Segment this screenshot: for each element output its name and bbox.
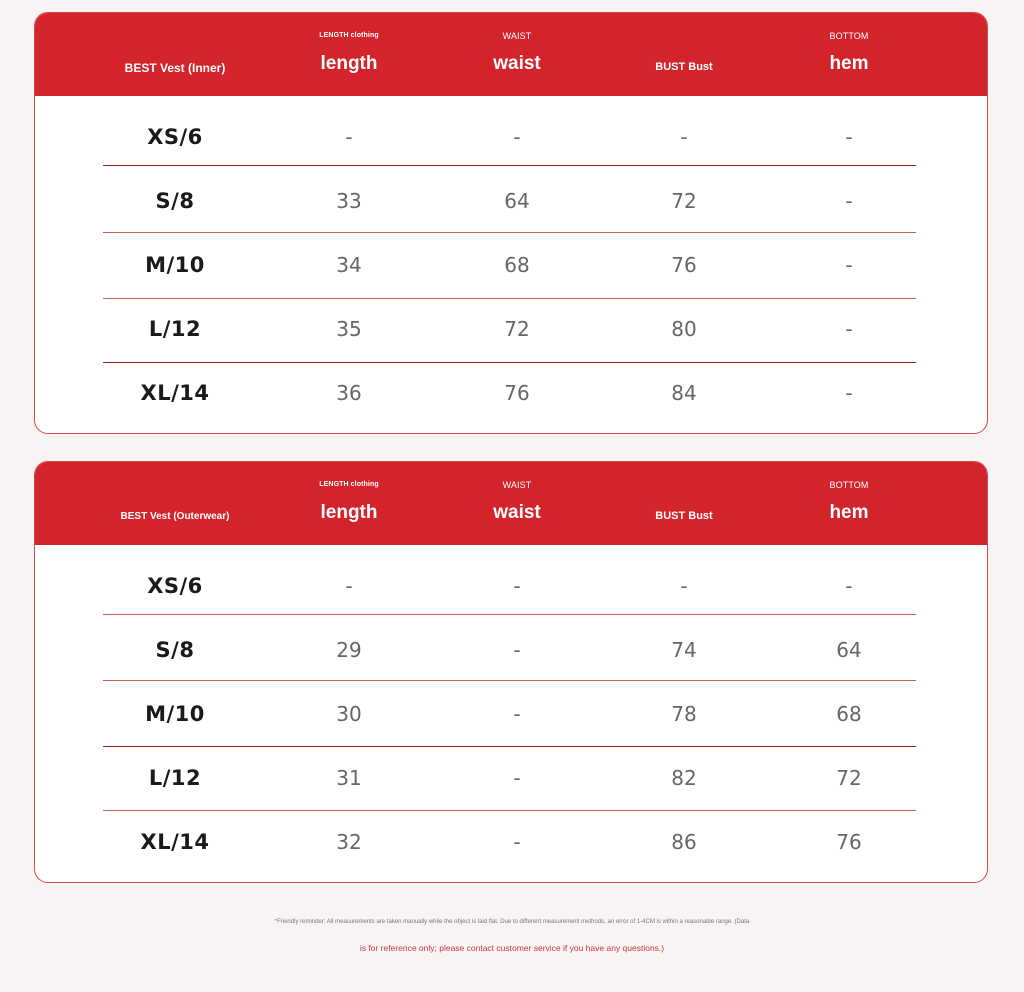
bust-cell: 84 <box>671 381 697 405</box>
size-cell: M/10 <box>145 702 205 726</box>
waist-cell: - <box>513 574 521 598</box>
measurement-note: *Friendly reminder: All measurements are taken manually while the object is laid flat. Due to different measurement methods, an error of 1-4CM is within a reasonable range. (Data <box>274 919 750 925</box>
bust-cell: 74 <box>671 638 697 662</box>
table-row <box>35 554 987 618</box>
bust-header: BUST Bust <box>655 61 713 73</box>
size-table-outerwear <box>34 461 988 883</box>
bust-cell: 80 <box>671 317 697 341</box>
length-cell: 29 <box>336 638 362 662</box>
hem-cell: 76 <box>836 830 862 854</box>
hem-subheader: BOTTOM <box>829 480 869 490</box>
length-cell: 32 <box>336 830 362 854</box>
length-header: length <box>320 53 378 74</box>
length-cell: 30 <box>336 702 362 726</box>
waist-cell: 76 <box>504 381 530 405</box>
size-cell: S/8 <box>155 189 195 213</box>
table-row <box>35 361 987 425</box>
length-cell: 35 <box>336 317 362 341</box>
size-cell: XS/6 <box>147 125 203 149</box>
hem-cell: - <box>845 317 853 341</box>
hem-cell: - <box>845 189 853 213</box>
waist-header: waist <box>493 502 541 523</box>
size-cell: S/8 <box>155 638 195 662</box>
waist-cell: - <box>513 638 521 662</box>
waist-cell: 72 <box>504 317 530 341</box>
hem-cell: 68 <box>836 702 862 726</box>
table-row <box>35 169 987 233</box>
size-table-inner <box>34 12 988 434</box>
hem-subheader: BOTTOM <box>829 31 869 41</box>
bust-cell: - <box>680 574 688 598</box>
reference-note: is for reference only; please contact customer service if you have any questions.) <box>359 943 665 953</box>
waist-cell: - <box>513 830 521 854</box>
length-cell: 33 <box>336 189 362 213</box>
bust-header: BUST Bust <box>655 510 713 522</box>
waist-header: waist <box>493 53 541 74</box>
bust-cell: 78 <box>671 702 697 726</box>
waist-cell: 64 <box>504 189 530 213</box>
row-divider <box>103 614 916 615</box>
table-row <box>35 746 987 810</box>
table-title: BEST Vest (Outerwear) <box>120 511 230 522</box>
length-cell: 31 <box>336 766 362 790</box>
table-row <box>35 810 987 874</box>
size-cell: L/12 <box>148 766 202 790</box>
table-title: BEST Vest (Inner) <box>124 61 226 75</box>
size-cell: XS/6 <box>147 574 203 598</box>
waist-subheader: WAIST <box>502 480 532 490</box>
length-cell: - <box>345 125 353 149</box>
table-header <box>35 462 987 545</box>
hem-header: hem <box>829 53 869 74</box>
size-cell: L/12 <box>148 317 202 341</box>
hem-cell: - <box>845 381 853 405</box>
hem-cell: - <box>845 253 853 277</box>
hem-cell: - <box>845 574 853 598</box>
hem-cell: 72 <box>836 766 862 790</box>
length-subheader: LENGTH clothing <box>319 481 379 488</box>
table-row <box>35 105 987 169</box>
length-cell: 34 <box>336 253 362 277</box>
length-cell: 36 <box>336 381 362 405</box>
waist-cell: - <box>513 766 521 790</box>
waist-subheader: WAIST <box>502 31 532 41</box>
table-row <box>35 618 987 682</box>
waist-cell: - <box>513 125 521 149</box>
table-row <box>35 233 987 297</box>
size-cell: XL/14 <box>140 830 210 854</box>
waist-cell: - <box>513 702 521 726</box>
hem-cell: - <box>845 125 853 149</box>
bust-cell: 72 <box>671 189 697 213</box>
bust-cell: 76 <box>671 253 697 277</box>
bust-cell: 86 <box>671 830 697 854</box>
table-row <box>35 682 987 746</box>
table-row <box>35 297 987 361</box>
waist-cell: 68 <box>504 253 530 277</box>
row-divider <box>103 165 916 166</box>
size-cell: XL/14 <box>140 381 210 405</box>
bust-cell: - <box>680 125 688 149</box>
table-header <box>35 13 987 96</box>
length-subheader: LENGTH clothing <box>319 32 379 39</box>
hem-cell: 64 <box>836 638 862 662</box>
hem-header: hem <box>829 502 869 523</box>
length-header: length <box>320 502 378 523</box>
length-cell: - <box>345 574 353 598</box>
row-divider <box>103 680 916 681</box>
size-cell: M/10 <box>145 253 205 277</box>
bust-cell: 82 <box>671 766 697 790</box>
